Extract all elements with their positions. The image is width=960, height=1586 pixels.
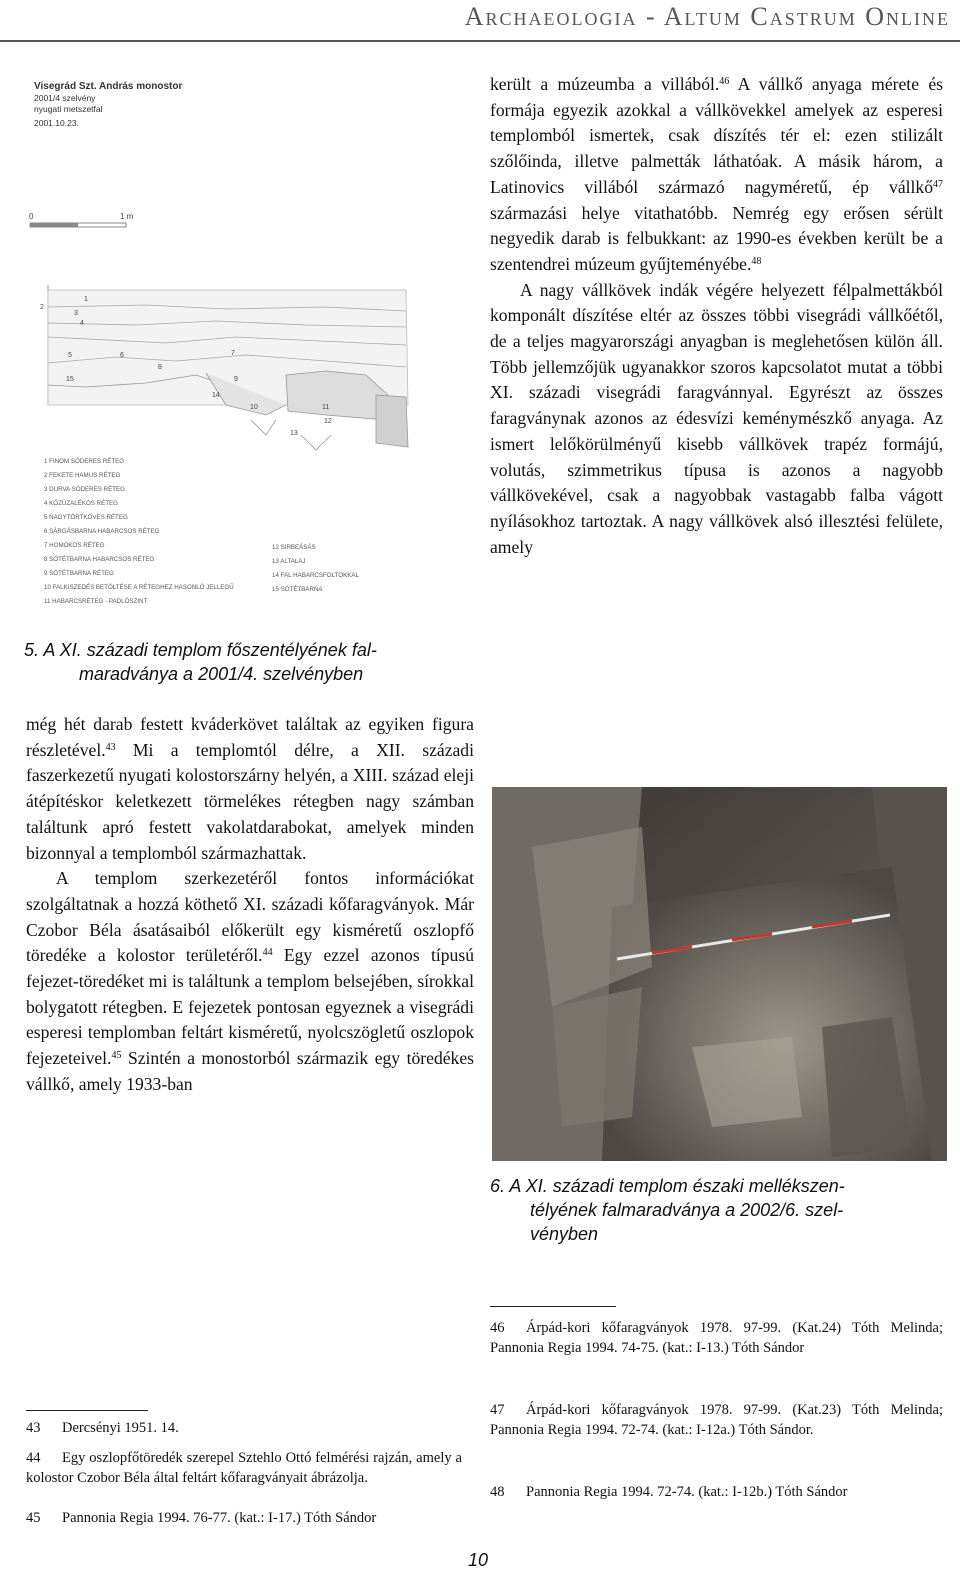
legend-item: 15 SÖTÉTBARNA	[272, 586, 323, 593]
layer-number: 11	[322, 404, 330, 411]
drawing-subtitle: 2001/4 szelvény	[34, 93, 96, 103]
caption-line: télyének falmaradványa a 2002/6. szel-	[530, 1200, 844, 1220]
layer-number: 10	[250, 404, 258, 411]
figure-6-caption	[490, 1174, 945, 1246]
legend-item: 5 NAGYTÖRTKÖVES RÉTEG	[44, 514, 128, 521]
running-header	[0, 0, 960, 44]
legend-item: 11 HABARCSRÉTEG - PADLÓSZINT	[44, 598, 148, 605]
caption-line: vényben	[530, 1224, 599, 1244]
legend-item: 10 FALKISZEDÉS BETÖLTÉSE A RÉTEGHEZ HASONLÓ JELLEGŰ	[44, 584, 234, 591]
legend-item: 14 FAL HABARCSFOLTOKKAL	[272, 572, 359, 579]
caption-line: 5. A XI. századi templom főszentélyének fal-	[24, 640, 377, 660]
paragraph: A templom szerkezetéről fontos információkat szolgáltatnak a hozzá köthető XI. századi kőfaragványok. Már Czobor Béla ásatásaiból előkerült egy kisméretű oszlopfő töredéke a kolostor területéről.$^{44}$ Egy ezzel azonos típusú fejezet-töredéket mi is találtunk a templom belsejében, sírokkal bolygatott rétegben. E fejezetek pontosan egyeznek a visegrádi esperesi templomban feltárt kisméretű, nyolcszögletű oszlopok fejezeteivel.$^{45}$ Szintén a monostorból származik egy töredékes vállkő, amely 1933-ban	[26, 868, 474, 1094]
layer-number: 4	[80, 320, 84, 327]
photo-svg	[492, 787, 947, 1161]
legend-item: 13 ALTALAJ	[272, 558, 306, 565]
footnote-44: 44 Egy oszlopfőtöredék szerepel Sztehlo Ottó felmérési rajzán, amely a kolostor Czobor Béla által feltárt kőfaragványait ábrázolja.	[26, 1450, 462, 1486]
footnote-rule	[26, 1410, 148, 1411]
legend-item: 4 KŐZÚZALÉKOS RÉTEG	[44, 500, 118, 507]
footnote-43: 43 Dercsényi 1951. 14.	[26, 1420, 179, 1436]
layer-number: 3	[74, 310, 78, 317]
legend-item: 6 SÁRGÁSBARNA HABARCSOS RÉTEG	[44, 528, 160, 535]
legend-item: 2 FEKETE HAMUS RÉTEG	[44, 472, 121, 479]
left-column-text	[26, 712, 474, 1098]
footnote-ref: 46	[719, 76, 730, 87]
section-profile	[48, 285, 408, 450]
layer-number: 6	[120, 352, 124, 359]
section-drawing-svg	[26, 75, 476, 605]
footnote-ref: 44	[262, 947, 273, 959]
figure-6-excavation-photo	[492, 787, 947, 1161]
paragraph: A nagy vállkövek indák végére helyezett félpalmettákból komponált díszítése eltér az összes többi visegrádi vállkőétől, de a teljes magyarországi anyagban is meglehetősen külön áll. Több jellemzőjük ugyanakkor szoros kapcsolatot mutat a többi XI. századi visegrádi faragvánnyal. Egyrészt az összes faragványnak azonos az édesvízi keménymészkő anyaga. Az ismert lelőkörülményű kisebb vállkövek trapéz formájú, volutás, szimmetrikus típusa is azonos a nagyobb vállkövekével, csak a nagyobbak vastagabb falba vágott nyílásokhoz tartoztak. A nagy vállkövek alsó illesztési felülete, amely	[490, 279, 943, 557]
legend-item: 12 SIRBEÁSÁS	[272, 544, 316, 551]
drawing-title: Visegrád Szt. András monostor	[34, 81, 183, 92]
figure-5-caption	[24, 638, 474, 686]
layer-number: 14	[212, 392, 220, 399]
footnote-ref: 43	[105, 741, 116, 753]
footnote-ref: 47	[933, 178, 943, 190]
layer-number: 13	[290, 430, 298, 437]
legend-item: 8 SÖTÉTBARNA HABARCSOS RÉTEG	[44, 556, 155, 563]
scale-label: 0	[29, 212, 34, 221]
drawing-legend	[44, 458, 359, 605]
footnote-48: 48 Pannonia Regia 1994. 72-74. (kat.: I-12b.) Tóth Sándor	[490, 1484, 848, 1500]
caption-line: maradványa a 2001/4. szelvényben	[79, 664, 364, 684]
layer-number: 15	[66, 376, 74, 383]
layer-number: 9	[234, 376, 238, 383]
legend-item: 3 DURVA SÓDERES RÉTEG	[44, 486, 125, 493]
header-rule	[0, 40, 960, 42]
paragraph: még hét darab festett kváderkövet találtak az egyiken figura részletével.$^{43}$ Mi a templomtól délre, a XII. századi faszerkezetű nyugati kolostorszárny helyén, a XIII. század eleji átépítéskor keletkezett törmelékes rétegben nagy számban találtunk apró festett vakolatdarabokat, amelyek minden bizonnyal a templomból származhattak.	[26, 714, 474, 863]
drawing-date: 2001.10.23.	[34, 118, 79, 128]
layer-number: 5	[68, 352, 72, 359]
scale-label: 1 m	[120, 212, 134, 221]
legend-item: 9 SÖTÉTBARNA RÉTEG	[44, 570, 114, 577]
footnote-ref: 48	[751, 255, 762, 267]
layer-number: 8	[158, 364, 162, 371]
footnote-rule	[490, 1306, 616, 1307]
page-number: 10	[468, 1550, 489, 1570]
legend-item: 7 HOMOKOS RÉTEG	[44, 542, 105, 549]
layer-number: 12	[324, 418, 332, 425]
footnote-47: 47 Árpád-kori kőfaragványok 1978. 97-99. (Kat.23) Tóth Melinda; Pannonia Regia 1994. 72-74. (kat.: I-12a.) Tóth Sándor.	[490, 1402, 943, 1438]
figure-5-section-drawing	[26, 75, 476, 605]
scale-bar	[29, 212, 134, 227]
paragraph: került a múzeumba a villából.$^{46}$ A vállkő anyaga mérete és formája egyezik azokkal a vállkövekkel amelyek az esperesi templomból ismertek, csak díszítés tér el: ezen stilizált szőlőinda, illetve palmetták láthatóak. A másik három, a Latinovics villából származó nagyméretű, ép vállkő$^{47}$ származási helye vitathatóbb. Nemrég egy erősen sérült negyedik darab is felbukkant: az 1990-es években került be a szentendrei múzeum gyűjteményébe.$^{48}$	[490, 74, 943, 274]
legend-item: 1 FINOM SÓDERES RÉTEG	[44, 458, 125, 465]
footnote-45: 45 Pannonia Regia 1994. 76-77. (kat.: I-17.) Tóth Sándor	[26, 1510, 377, 1526]
footnote-ref: 45	[111, 1050, 122, 1062]
right-column-text	[490, 72, 943, 560]
layer-number: 1	[84, 296, 88, 303]
journal-title: Archaeologia - Altum Castrum Online	[464, 2, 950, 31]
layer-number: 7	[231, 350, 235, 357]
caption-line: 6. A XI. századi templom északi mellékszen-	[490, 1176, 845, 1196]
drawing-subtitle: nyugati metszetfal	[34, 104, 103, 114]
layer-number: 2	[40, 304, 44, 311]
footnote-46: 46 Árpád-kori kőfaragványok 1978. 97-99. (Kat.24) Tóth Melinda; Pannonia Regia 1994. 74-75. (kat.: I-13.) Tóth Sándor	[490, 1320, 943, 1356]
